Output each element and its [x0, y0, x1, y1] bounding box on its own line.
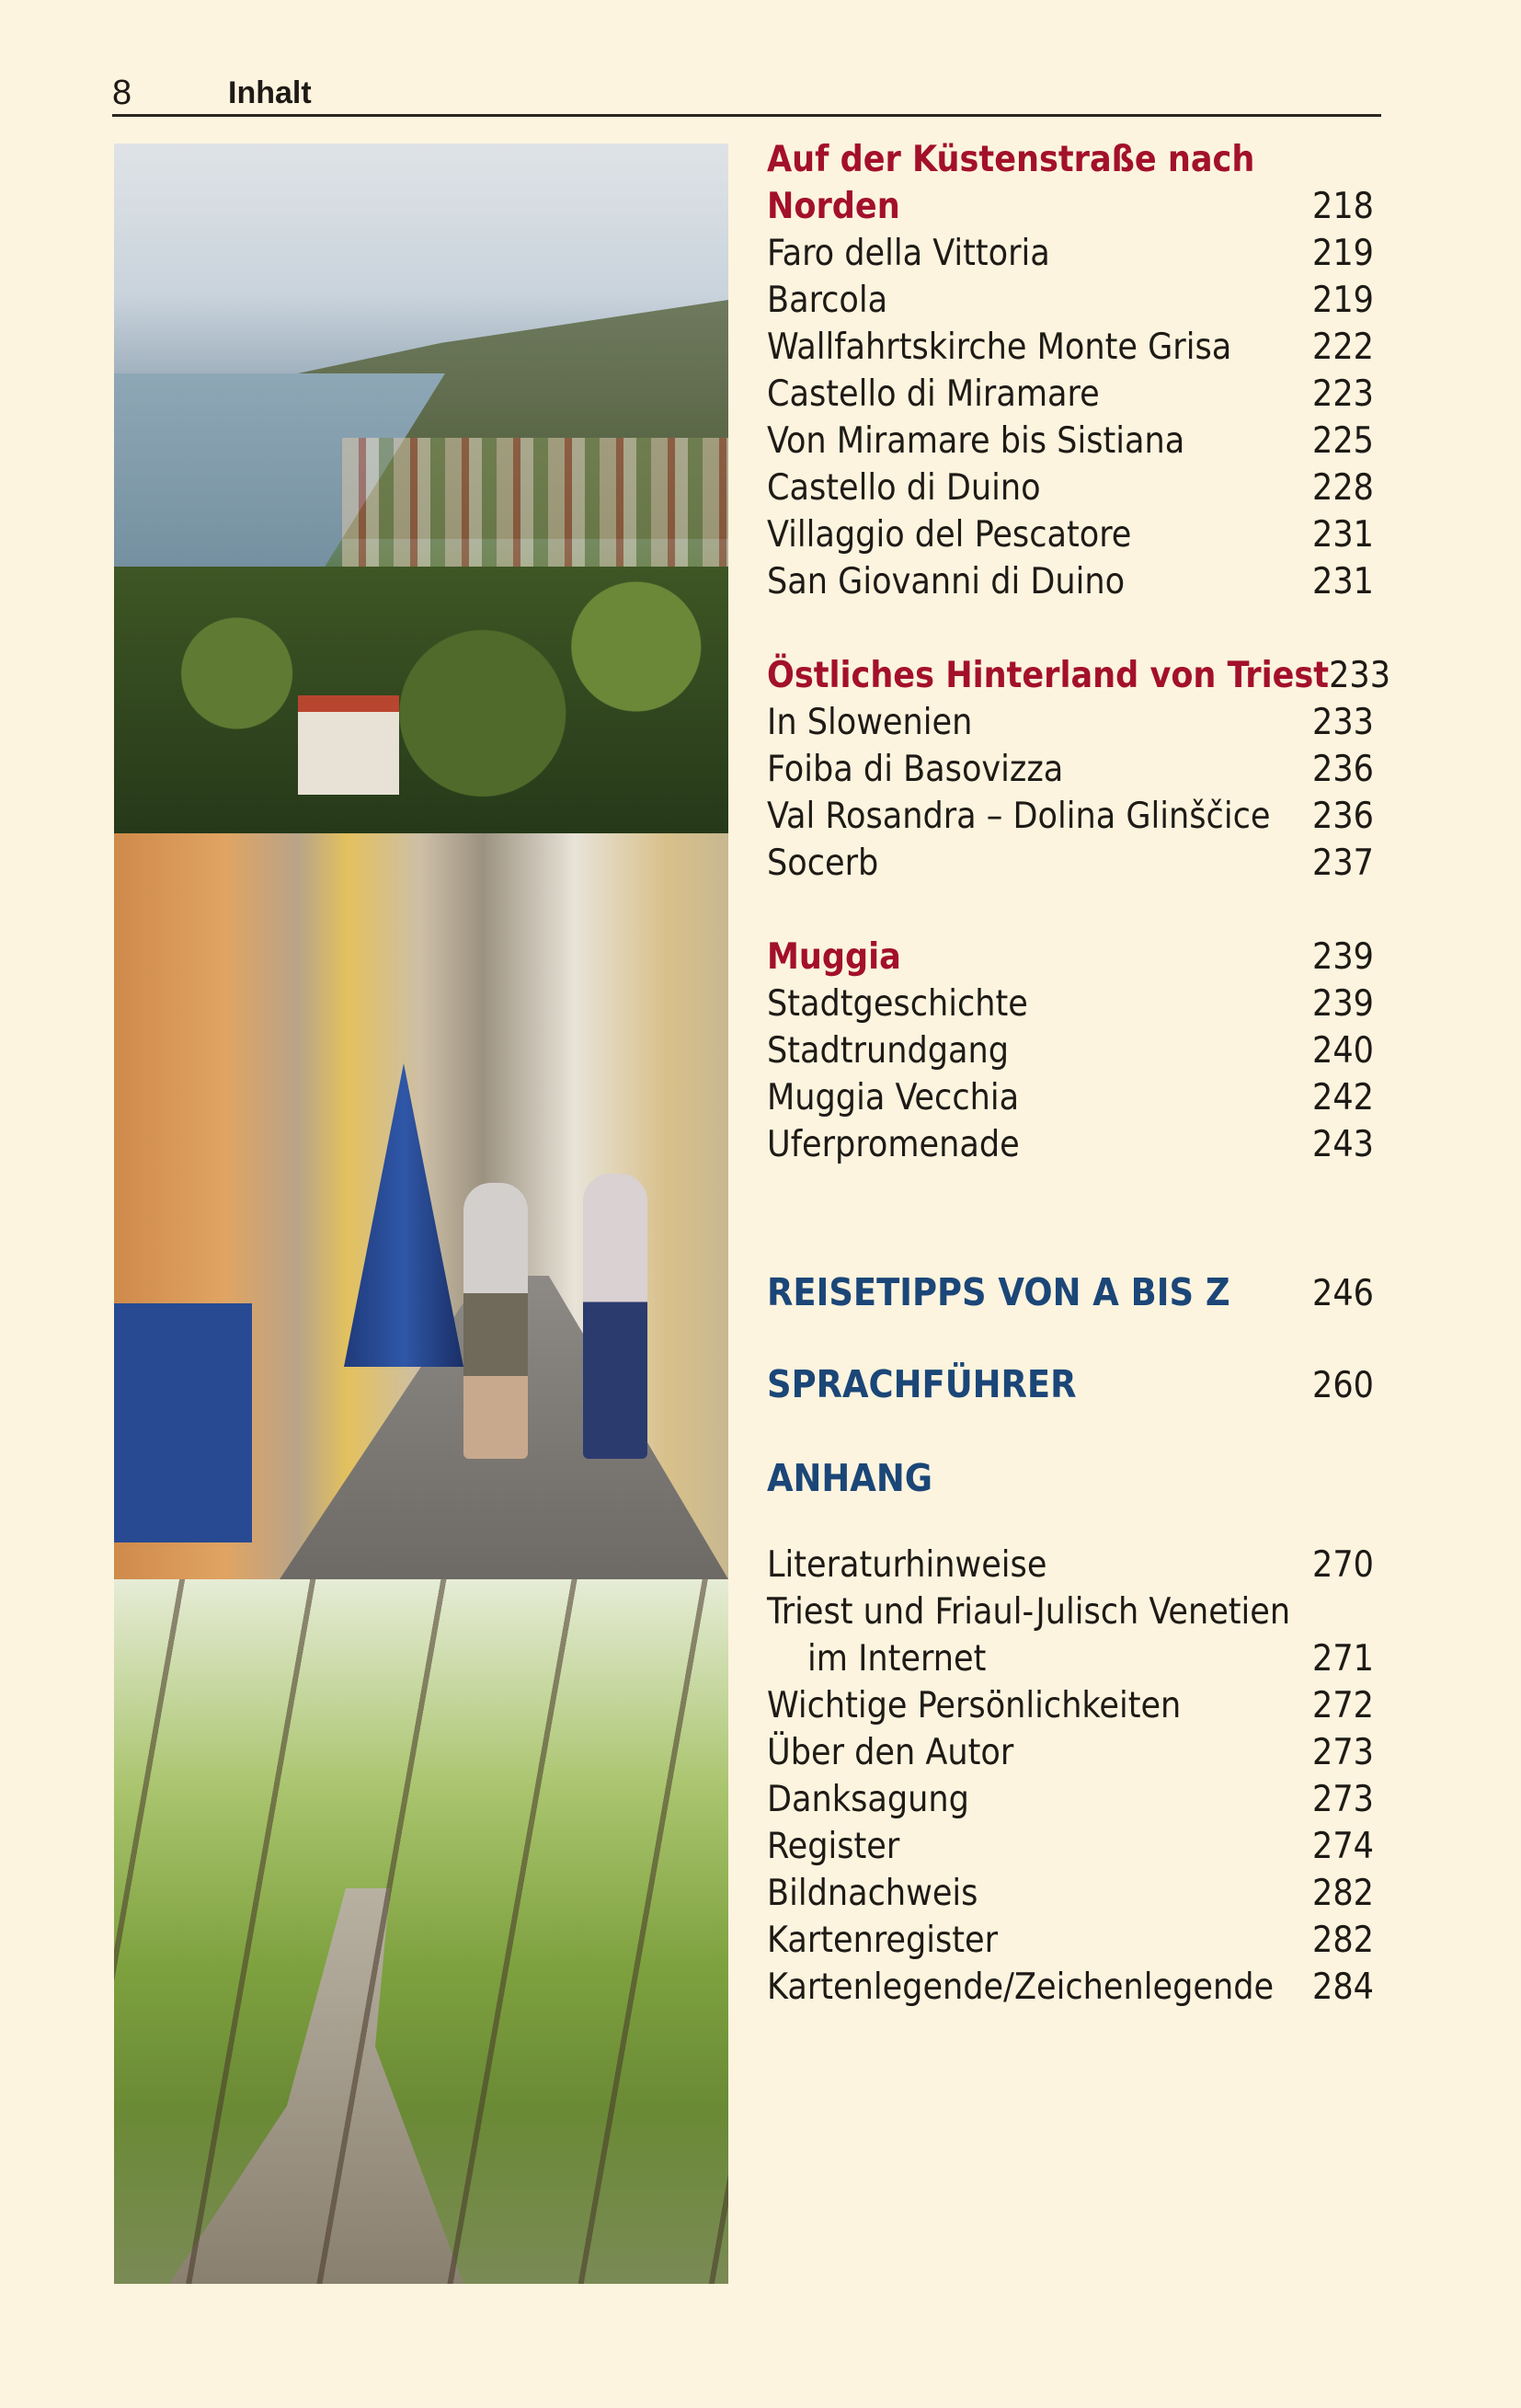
toc-entry-continuation[interactable]: im Internet 271 [807, 1638, 1374, 1680]
table-of-contents [767, 136, 1391, 2011]
toc-entry[interactable]: Barcola 219 [767, 280, 1374, 321]
toc-entry[interactable]: Kartenlegende/Zeichenlegende 284 [767, 1967, 1374, 2008]
toc-entry[interactable]: In Slowenien 233 [767, 702, 1374, 743]
toc-entry[interactable]: Wichtige Persönlichkeiten 272 [767, 1685, 1374, 1726]
header-title: Inhalt [228, 75, 312, 110]
toc-entry[interactable]: Muggia Vecchia 242 [767, 1077, 1374, 1118]
toc-entry[interactable]: Wallfahrtskirche Monte Grisa 222 [767, 327, 1374, 368]
toc-entry[interactable]: Uferpromenade 243 [767, 1124, 1374, 1165]
toc-entry[interactable]: Danksagung 273 [767, 1779, 1374, 1820]
photo-column [114, 143, 728, 2284]
page-ref: 218 [1312, 186, 1374, 227]
running-header [112, 72, 1381, 117]
toc-entry[interactable]: Von Miramare bis Sistiana 225 [767, 420, 1374, 462]
toc-entry[interactable]: Villaggio del Pescatore 231 [767, 514, 1374, 556]
toc-entry[interactable]: Castello di Duino 228 [767, 467, 1374, 509]
toc-entry[interactable]: Faro della Vittoria 219 [767, 233, 1374, 274]
toc-entry[interactable]: Socerb 237 [767, 843, 1374, 884]
toc-chapter-reisetipps[interactable]: REISETIPPS VON A BIS Z 246 [767, 1270, 1374, 1314]
toc-entry[interactable]: Triest und Friaul-Julisch Venetien [767, 1591, 1291, 1633]
photo-forest-path [114, 1579, 728, 2284]
toc-entry[interactable]: Kartenregister 282 [767, 1920, 1374, 1961]
toc-entry[interactable]: Stadtgeschichte 239 [767, 983, 1374, 1025]
toc-chapter-anhang[interactable]: ANHANG [767, 1456, 932, 1500]
toc-entry[interactable]: San Giovanni di Duino 231 [767, 561, 1374, 602]
photo-coastal-town [114, 143, 728, 833]
toc-entry[interactable]: Foiba di Basovizza 236 [767, 749, 1374, 790]
toc-entry[interactable]: Val Rosandra – Dolina Glinščice 236 [767, 796, 1374, 837]
toc-entry[interactable]: Über den Autor 273 [767, 1732, 1374, 1773]
toc-entry[interactable]: Castello di Miramare 223 [767, 373, 1374, 415]
toc-section-heading[interactable]: Auf der Küstenstraße nach [767, 139, 1255, 180]
toc-entry[interactable]: Bildnachweis 282 [767, 1873, 1374, 1914]
page-number: 8 [112, 74, 132, 112]
toc-entry[interactable]: Stadtrundgang 240 [767, 1030, 1374, 1072]
toc-entry[interactable]: Register 274 [767, 1826, 1374, 1867]
toc-entry[interactable]: Literaturhinweise 270 [767, 1544, 1374, 1586]
toc-section-heading[interactable]: Norden 218 [767, 183, 1374, 230]
toc-chapter-sprachfuehrer[interactable]: SPRACHFÜHRER 260 [767, 1362, 1374, 1406]
toc-section-heading[interactable]: Östliches Hinterland von Triest 233 [767, 655, 1391, 696]
toc-section-heading[interactable]: Muggia 239 [767, 936, 1374, 978]
photo-street-scene [114, 833, 728, 1579]
